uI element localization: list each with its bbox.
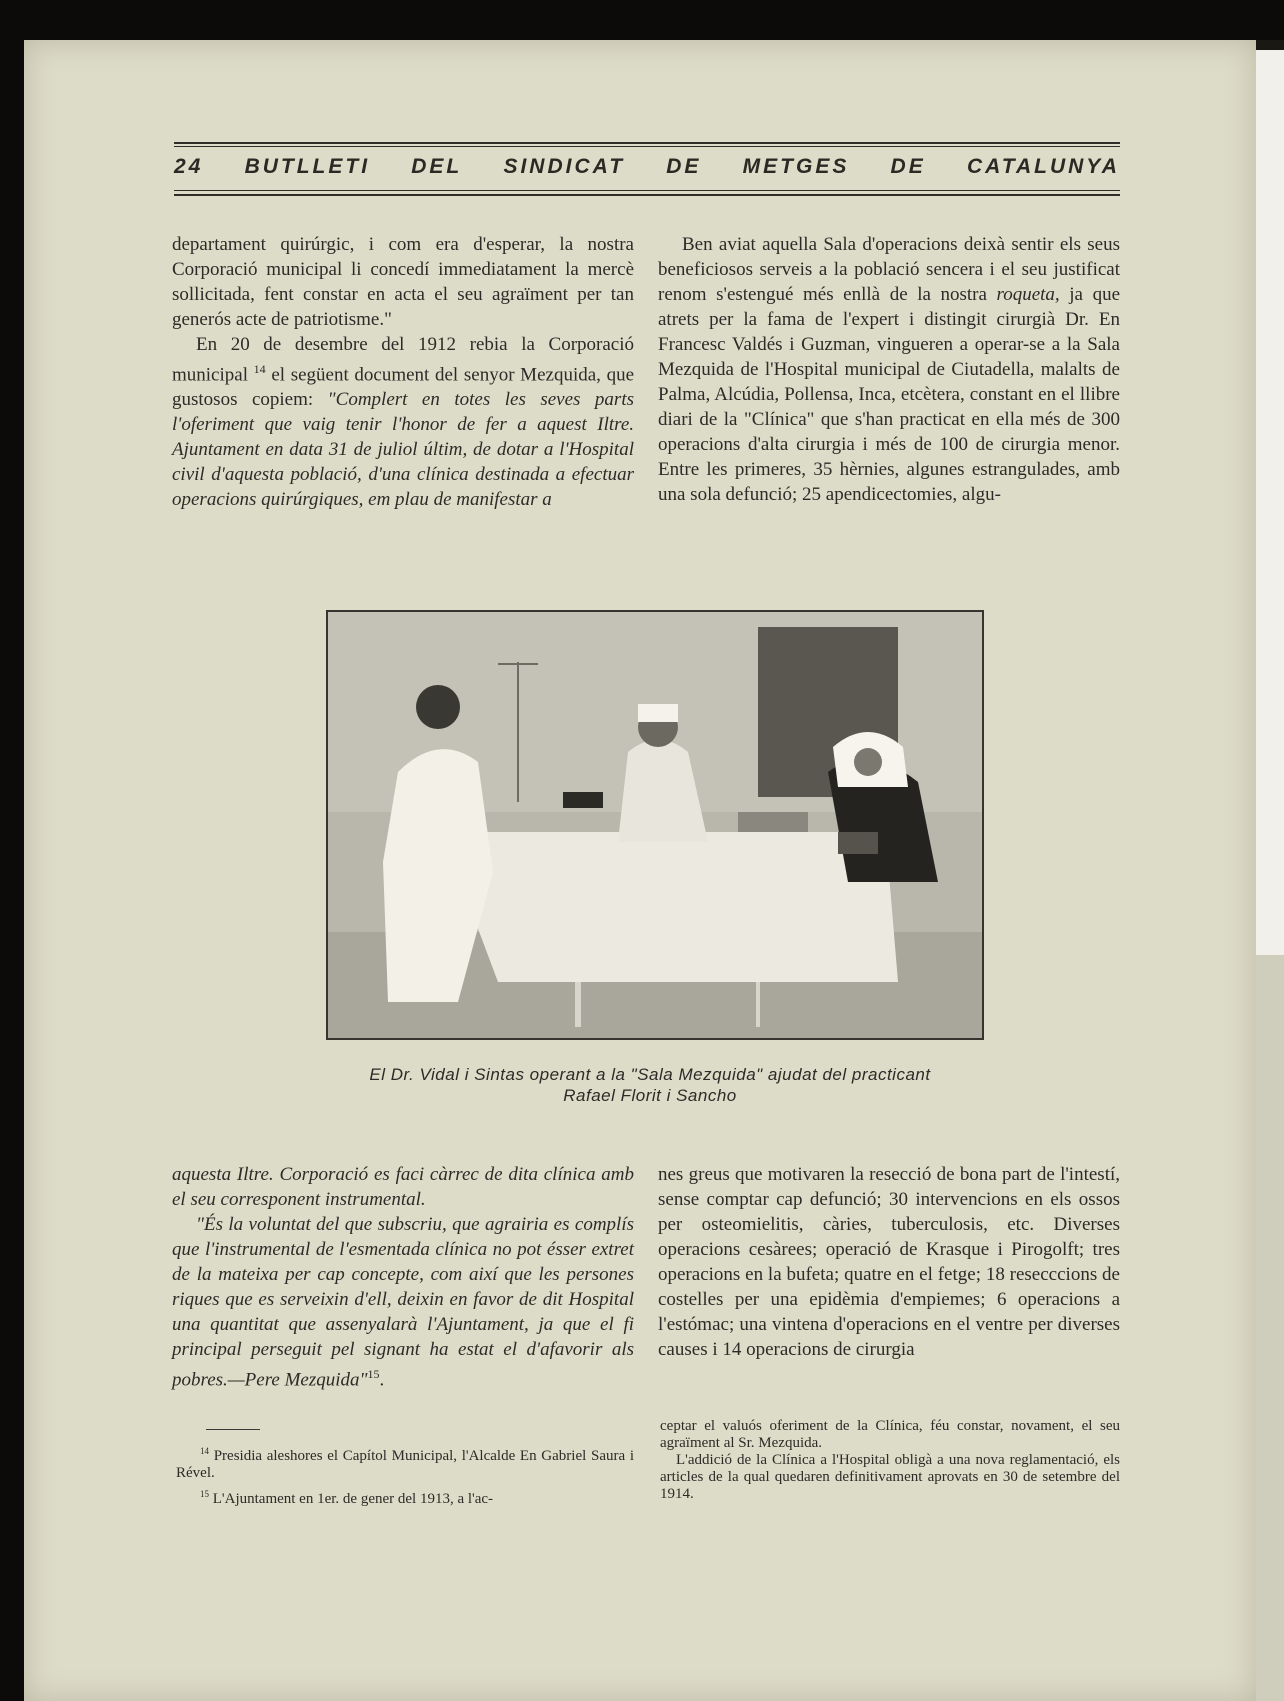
figure-caption [300, 1064, 1000, 1106]
header-rule-top [174, 142, 1120, 144]
footnote-number: 15 [200, 1489, 209, 1499]
quote-text: "Complert en totes les seves parts l'oferiment que vaig tenir l'honor de fer a aquest Iltre. Ajuntament en data 31 de juliol últim, de dotar a l'Hospital civil d'aquesta població, d'una clínica destinada a efectuar operacions quirúrgiques, em plau de manifestar a [172, 389, 634, 511]
paragraph: nes greus que motivaren la resecció de bona part de l'intestí, sense comptar cap defunció; 30 intervencions en els ossos per osteomielitis, càries, tuberculosis, etc. Diverses operacions cesàrees; operació de Krasque i Pirogolft; tres operacions en la bufeta; quatre en el fetge; 18 resecccions de costelles per una epidèmia d'empiemes; 6 operacions a l'estómac; una vintena d'operacions en el ventre per diverses causes i 14 operacions de cirurgia [658, 1164, 1120, 1360]
footnote-continuation: ceptar el valuós oferiment de la Clínica, féu constar, novament, el seu agraïment al Sr. Mezquida. [660, 1418, 1120, 1451]
footnote-text: Presidia aleshores el Capítol Municipal, l'Alcalde En Gabriel Saura i Rével. [176, 1448, 634, 1481]
italic-word: roqueta, [996, 284, 1060, 305]
header-word: DE [666, 155, 702, 178]
footnote-ref: 15 [367, 1367, 380, 1381]
next-page-strip [1256, 50, 1284, 955]
header-rule-bottom-thin [174, 190, 1120, 191]
footnote-text: L'Ajuntament en 1er. de gener del 1913, a l'ac- [212, 1491, 494, 1507]
header-word: SINDICAT [503, 155, 626, 178]
header-word: METGES [742, 155, 850, 178]
column-bottom-right [658, 1162, 1120, 1362]
running-header [174, 142, 1120, 198]
text-run: el següent document del senyor Mezquida, que gustosos copiem: [172, 364, 635, 411]
column-top-right [658, 232, 1120, 507]
text-run: ja que atrets per la fama de l'expert i distingit cirurgià Dr. En Francesc Valdés i Guzman, vingueren a operar-se a la Sala Mezquida de l'Hospital municipal de Ciutadella, malalts de Palma, Alcúdia, Pollensa, Inca, etcètera, constant en el llibre diari de la "Clínica" que s'han practicat en ella més de 300 operacions d'alta cirurgia i més de 100 de cirurgia menor. Entre les primeres, 35 hèrnies, algunes estrangulades, amb una sola defunció; 25 apendicectomies, algu- [658, 284, 1120, 505]
header-word: CATALUNYA [966, 155, 1120, 178]
quote-text: "És la voluntat del que subscriu, que agrairia es complís que l'instrumental de l'esmentada clínica no pot ésser extret de la mateixa per cap concepte, com així que les persones riques que es serveixin d'ell, deixin en favor de dit Hospital una quantitat que assenyalarà l'Ajuntament, ja que el fi principal perseguit pel signant ha estat el d'afavorir als pobres.—Pere Mezquida" [172, 1214, 634, 1391]
caption-line: Rafael Florit i Sancho [563, 1086, 737, 1105]
header-rule-top-thin [174, 146, 1120, 147]
operating-room-photo [328, 612, 982, 1038]
next-page-strip-lower [1256, 955, 1284, 1701]
page-number: 24 [174, 155, 204, 178]
paragraph [172, 1212, 634, 1392]
photograph [326, 610, 984, 1040]
footnote-number: 14 [200, 1446, 209, 1456]
text-run: Ben aviat aquella Sala d'operacions deixà sentir els seus beneficiosos serveis a la població sencera i el seu justificat renom s'estengué més enllà de la nostra [658, 234, 1120, 305]
footnotes-right [660, 1418, 1120, 1503]
paragraph [658, 232, 1120, 507]
header-text [174, 155, 1120, 179]
footnote [176, 1443, 634, 1482]
text-run: En 20 de desembre del 1912 rebia la Corporació municipal [172, 334, 634, 386]
paragraph: departament quirúrgic, i com era d'esperar, la nostra Corporació municipal li concedí immediatament la mercè sollicitada, fent constar en acta el seu agraïment per tan generós acte de patriotisme." [172, 234, 634, 330]
footnote-rule [206, 1429, 260, 1430]
caption-line: El Dr. Vidal i Sintas operant a la "Sala Mezquida" ajudat del practicant [369, 1065, 931, 1084]
header-word: BUTLLETI [244, 155, 371, 178]
footnotes-left [176, 1443, 634, 1508]
header-word: DEL [411, 155, 463, 178]
column-top-left [172, 232, 634, 512]
paragraph [172, 332, 634, 512]
footnote-ref: 14 [253, 362, 266, 376]
footnote-continuation: L'addició de la Clínica a l'Hospital obligà a una nova reglamentació, els articles de la qual quedaren definitivament aprovats en 30 de setembre del 1914. [660, 1452, 1120, 1502]
paragraph: aquesta Iltre. Corporació es faci càrrec de dita clínica amb el seu corresponent instrumental. [172, 1164, 634, 1210]
text-run: . [379, 1369, 385, 1391]
column-bottom-left [172, 1162, 634, 1392]
header-word: DE [890, 155, 926, 178]
footnote [176, 1486, 634, 1508]
header-rule-bottom [174, 194, 1120, 196]
